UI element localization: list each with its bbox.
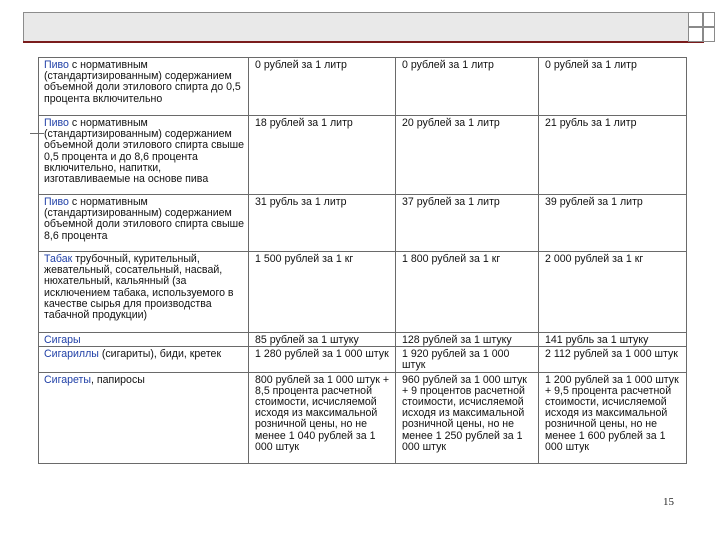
table-row bbox=[39, 372, 687, 463]
product-highlight: Пиво bbox=[44, 196, 69, 208]
table-row bbox=[39, 347, 687, 372]
product-cell bbox=[39, 372, 249, 463]
rate-cell: 39 рублей за 1 литр bbox=[539, 195, 687, 252]
rate-cell: 128 рублей за 1 штуку bbox=[396, 333, 539, 347]
rate-cell: 31 рубль за 1 литр bbox=[249, 195, 396, 252]
decorative-square bbox=[703, 27, 715, 42]
product-description: трубочный, курительный, жевательный, сосательный, насвай, нюхательный, кальянный (за исключением табака, используемого в качестве сырья для производства табачной продукции) bbox=[44, 253, 234, 322]
table-row bbox=[39, 58, 687, 116]
product-highlight: Сигареты bbox=[44, 373, 91, 386]
product-description: с нормативным (стандартизированным) содержанием объемной доли этилового спирта свыше 8,6 процента bbox=[44, 196, 244, 242]
product-cell bbox=[39, 195, 249, 252]
page-number: 15 bbox=[663, 496, 674, 508]
header-accent-line bbox=[23, 41, 704, 43]
excise-rates-table bbox=[38, 57, 687, 464]
product-description: с нормативным (стандартизированным) содержанием объемной доли этилового спирта до 0,5 процента включительно bbox=[44, 59, 241, 105]
table-row bbox=[39, 195, 687, 252]
product-cell bbox=[39, 116, 249, 195]
rate-cell: 37 рублей за 1 литр bbox=[396, 195, 539, 252]
rate-cell: 0 рублей за 1 литр bbox=[539, 58, 687, 116]
rate-cell: 1 800 рублей за 1 кг bbox=[396, 252, 539, 333]
decorative-square bbox=[688, 27, 703, 42]
table-row bbox=[39, 116, 687, 195]
rate-cell: 1 500 рублей за 1 кг bbox=[249, 252, 396, 333]
product-description: , папиросы bbox=[91, 373, 145, 386]
rate-cell: 1 920 рублей за 1 000 штук bbox=[396, 347, 539, 372]
rate-cell: 85 рублей за 1 штуку bbox=[249, 333, 396, 347]
rate-cell: 2 000 рублей за 1 кг bbox=[539, 252, 687, 333]
rate-cell: 20 рублей за 1 литр bbox=[396, 116, 539, 195]
decorative-square bbox=[703, 12, 715, 27]
product-highlight: Сигары bbox=[44, 334, 81, 346]
rate-cell: 800 рублей за 1 000 штук + 8,5 процента расчетной стоимости, исчисляемой исходя из максимальной розничной цены, но не менее 1 040 рублей за 1 000 штук bbox=[249, 372, 396, 463]
product-highlight: Сигариллы bbox=[44, 348, 99, 361]
rate-cell: 0 рублей за 1 литр bbox=[249, 58, 396, 116]
rate-cell: 960 рублей за 1 000 штук + 9 процентов расчетной стоимости, исчисляемой исходя из максимальной розничной цены, но не менее 1 250 рублей за 1 000 штук bbox=[396, 372, 539, 463]
rate-cell: 141 рубль за 1 штуку bbox=[539, 333, 687, 347]
rate-cell: 0 рублей за 1 литр bbox=[396, 58, 539, 116]
product-cell bbox=[39, 58, 249, 116]
decorative-square bbox=[688, 12, 703, 27]
rate-cell: 1 200 рублей за 1 000 штук + 9,5 процента расчетной стоимости, исчисляемой исходя из максимальной розничной цены, но не менее 1 600 рублей за 1 000 штук bbox=[539, 372, 687, 463]
rate-cell: 21 рубль за 1 литр bbox=[539, 116, 687, 195]
table-row bbox=[39, 333, 687, 347]
rate-cell: 18 рублей за 1 литр bbox=[249, 116, 396, 195]
product-description: (сигариты), биди, кретек bbox=[98, 348, 222, 361]
product-cell bbox=[39, 252, 249, 333]
product-highlight: Табак bbox=[44, 253, 73, 265]
rate-cell: 2 112 рублей за 1 000 штук bbox=[539, 347, 687, 372]
product-cell bbox=[39, 347, 249, 372]
product-highlight: Пиво bbox=[44, 117, 69, 129]
rate-cell: 1 280 рублей за 1 000 штук bbox=[249, 347, 396, 372]
product-cell bbox=[39, 333, 249, 347]
slide-header-band bbox=[23, 12, 704, 42]
product-description: с нормативным (стандартизированным) содержанием объемной доли этилового спирта свыше 0,5 процента и до 8,6 процента включительно, напитки, изготавливаемые на основе пива bbox=[44, 117, 244, 186]
product-highlight: Пиво bbox=[44, 59, 69, 71]
table-row bbox=[39, 252, 687, 333]
